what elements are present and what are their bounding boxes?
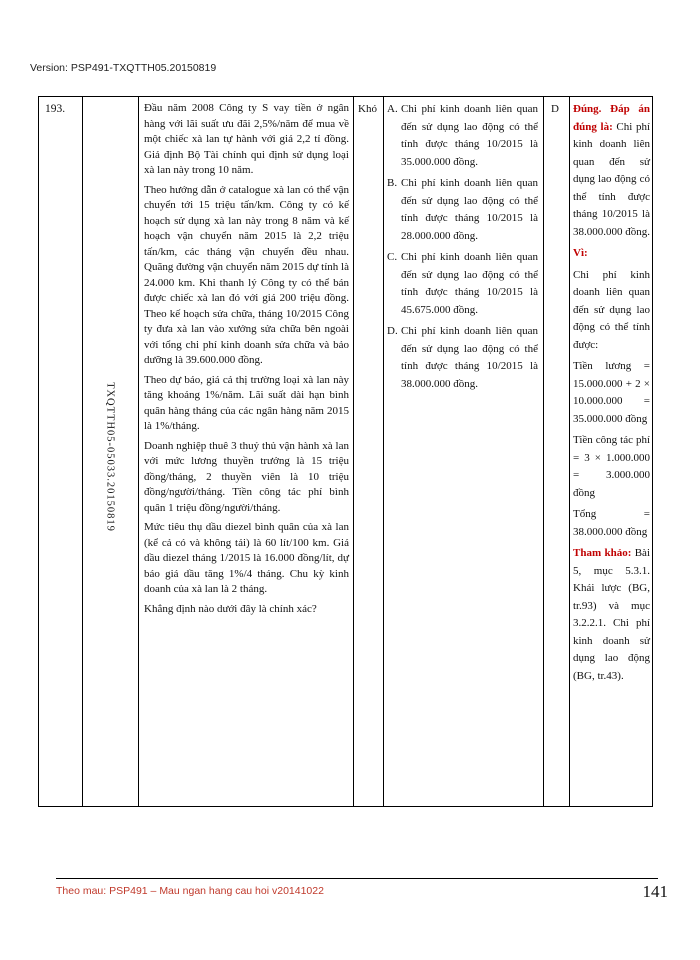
question-paragraph: Theo dự báo, giá cả thị trường loại xà lan này tăng khoảng 1%/năm. Lãi suất dài hạn bình quân hàng tháng của các ngân hàng năm 2015 là 1%/tháng. bbox=[144, 373, 349, 432]
question-paragraph: Mức tiêu thụ dầu diezel bình quân của xà lan (kể cả có và không tải) là 60 lít/100 km. Giá dầu diezel tháng 1/2015 là 16.000 đồng/lít, dự báo giá dầu tăng 1%/4 tháng. Chu kỳ kinh doanh của xà lan là 2 tháng. bbox=[144, 521, 349, 595]
explanation bbox=[573, 101, 650, 689]
correct-text: Chi phí kinh doanh liên quan đến sử dụng lao động có thể tính được tháng 10/2015 là 38.000.000 đồng. bbox=[573, 120, 650, 238]
option-text: Chi phí kinh doanh liên quan đến sử dụng lao động có thể tính được tháng 10/2015 là 38.000.000 đồng. bbox=[401, 325, 538, 390]
option-letter: D. bbox=[387, 325, 398, 337]
reference-label: Tham khảo: bbox=[573, 547, 632, 559]
explanation-cell bbox=[569, 97, 654, 806]
question-code: TXQTTH05-05033.20150819 bbox=[104, 382, 116, 532]
reference-text: Bài 5, mục 5.3.1. Khái lược (BG, tr.93) và mục 3.2.2.1. Chi phí kinh doanh sử dụng lao động (BG, tr.43). bbox=[573, 547, 650, 682]
reference bbox=[573, 545, 650, 685]
footer-divider bbox=[56, 878, 658, 879]
difficulty-level: Khó bbox=[358, 103, 377, 115]
footer-template-label: Theo mau: PSP491 – Mau ngan hang cau hoi v20141022 bbox=[56, 885, 324, 897]
question-paragraph: Đầu năm 2008 Công ty S vay tiền ở ngân hàng với lãi suất ưu đãi 2,5%/năm để mua về một chiếc xà lan tự hành với giá 2,2 tỉ đồng. Giả định Bộ Tài chính qui định sử dụng loại xà lan này trong 10 năm. bbox=[144, 102, 349, 176]
calc-allowance: Tiền công tác phí = 3 × 1.000.000 = 3.000.000 đồng bbox=[573, 434, 650, 499]
option-text: Chi phí kinh doanh liên quan đến sử dụng lao động có thể tính được tháng 10/2015 là 35.000.000 đồng. bbox=[401, 103, 538, 168]
question-prompt: Khẳng định nào dưới đây là chính xác? bbox=[144, 602, 317, 615]
option-c bbox=[387, 249, 538, 319]
version-label: Version: PSP491-TXQTTH05.20150819 bbox=[30, 62, 217, 74]
answer-options bbox=[383, 97, 543, 806]
option-text: Chi phí kinh doanh liên quan đến sử dụng lao động có thể tính được tháng 10/2015 là 28.000.000 đồng. bbox=[401, 177, 538, 242]
correct-answer: D bbox=[551, 103, 559, 115]
option-letter: C. bbox=[387, 251, 398, 263]
question-table bbox=[38, 96, 653, 807]
explanation-correct bbox=[573, 101, 650, 241]
page-number: 141 bbox=[642, 882, 668, 901]
question-code-cell bbox=[82, 97, 138, 806]
why-text: Chi phí kinh doanh liên quan đến sử dụng lao động có thể tính được: bbox=[573, 268, 650, 351]
question-paragraph: Theo hướng dẫn ở catalogue xà lan có thể vận chuyển tới 15 triệu tấn/km. Công ty có kế hoạch sử dụng xà lan này trong 8 năm và kế hoạch vận chuyển năm 2015 là 2,2 triệu tấn/km, các tháng vận chuyển đều nhau. Quãng đường vận chuyển năm 2015 dự tính là 24.000 km. Khi thanh lý Công ty có thể bán được chiếc xà lan đó với giá 200 triệu đồng. Theo kế hoạch sửa chữa, tháng 10/2015 Công ty đưa xà lan vào xưởng sửa chữa bên ngoài với tổng chi phí kinh doanh sửa chữa và bảo dưỡng là 39.600.000 đồng. bbox=[144, 183, 349, 366]
correct-label: Đúng. Đáp án đúng là: bbox=[573, 103, 650, 133]
why-label: Vì: bbox=[573, 247, 588, 259]
calc-total: Tổng = 38.000.000 đồng bbox=[573, 508, 650, 538]
option-a bbox=[387, 101, 538, 171]
option-letter: A. bbox=[387, 103, 398, 115]
option-text: Chi phí kinh doanh liên quan đến sử dụng lao động có thể tính được tháng 10/2015 là 45.675.000 đồng. bbox=[401, 251, 538, 316]
calc-salary: Tiền lương = 15.000.000 + 2 × 10.000.000 = 35.000.000 đồng bbox=[573, 360, 650, 425]
question-paragraph: Doanh nghiệp thuê 3 thuỷ thủ vận hành xà lan với mức lương thuyền trưởng là 15 triệu đồng/tháng, 2 thuyền viên là 10 triệu đồng/người/tháng. Tiền công tác phí bình quân 1 triệu đồng/người/tháng. bbox=[144, 439, 349, 514]
option-d bbox=[387, 323, 538, 393]
question-text bbox=[138, 97, 353, 806]
option-letter: B. bbox=[387, 177, 398, 189]
option-b bbox=[387, 175, 538, 245]
question-number: 193. bbox=[45, 103, 66, 115]
